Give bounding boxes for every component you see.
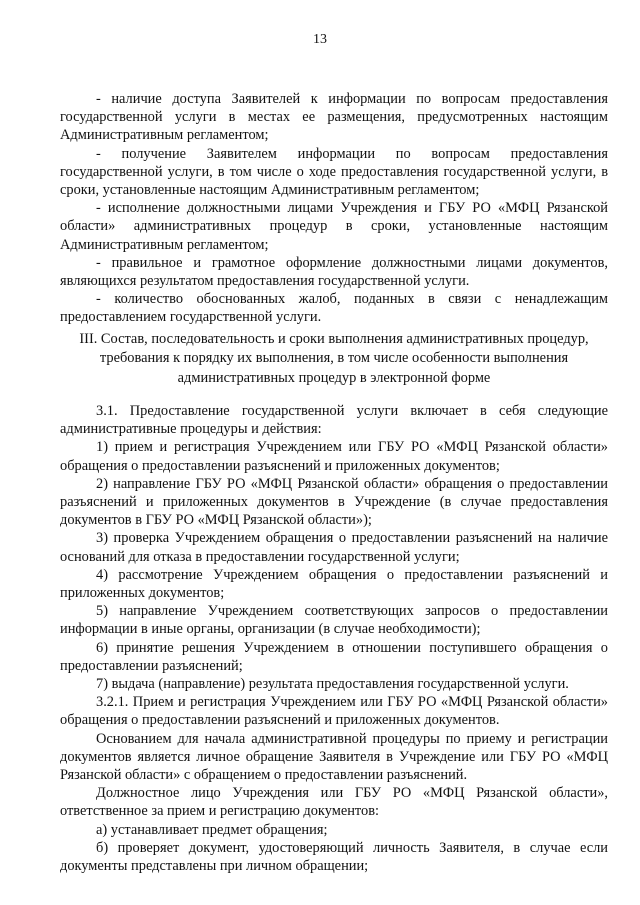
page-number: 13 [313, 32, 327, 47]
procedure-item: 2) направление ГБУ РО «МФЦ Рязанской области» обращения о предоставлении разъяснений и приложенных документов в Учреждение (в случае предоставления документов в ГБУ РО «МФЦ Рязанской области»); [60, 475, 608, 529]
procedure-item: 6) принятие решения Учреждением в отношении поступившего обращения о предоставлении разъяснений; [60, 639, 608, 674]
procedure-item: 3) проверка Учреждением обращения о предоставлении разъяснений на наличие оснований для отказа в предоставлении государственной услуги; [60, 530, 608, 565]
procedure-item: 7) выдача (направление) результата предоставления государственной услуги. [96, 676, 569, 693]
action-item: а) устанавливает предмет обращения; [96, 821, 328, 838]
criteria-item: - правильное и грамотное оформление должностными лицами документов, являющихся результатом предоставления государственной услуги. [60, 254, 608, 290]
body-paragraph: 3.2.1. Прием и регистрация Учреждением или ГБУ РО «МФЦ Рязанской области» обращения о предоставлении разъяснений и приложенных документов. [60, 694, 608, 729]
procedure-item: 4) рассмотрение Учреждением обращения о предоставлении разъяснений и приложенных документов; [60, 566, 608, 602]
section-heading: III. Состав, последовательность и сроки выполнения административных процедур, требования к порядку их выполнения, в том числе особенности выполнения административных процедур в электронной форме [79, 331, 589, 386]
body-paragraph: Основанием для начала административной процедуры по приему и регистрации документов является личное обращение Заявителя в Учреждение или ГБУ РО «МФЦ Рязанской области» с обращением о предоставлении разъяснений. [60, 730, 608, 784]
criteria-item: - получение Заявителем информации по вопросам предоставления государственной услуги, в том числе о ходе предоставления государственной услуги, в сроки, установленные настоящим Административным регламентом; [60, 145, 608, 199]
body-paragraph: Должностное лицо Учреждения или ГБУ РО «МФЦ Рязанской области», ответственное за прием и регистрацию документов: [60, 785, 608, 820]
criteria-item: - исполнение должностными лицами Учреждения и ГБУ РО «МФЦ Рязанской области» административных процедур в сроки, установленные настоящим Административным регламентом; [60, 200, 608, 253]
procedure-item: 1) прием и регистрация Учреждением или ГБУ РО «МФЦ Рязанской области» обращения о предоставлении разъяснений и приложенных документов; [60, 439, 608, 474]
quality-criteria-list [60, 90, 608, 327]
body-paragraph: 3.1. Предоставление государственной услуги включает в себя следующие административные процедуры и действия: [60, 403, 608, 438]
action-item: б) проверяет документ, удостоверяющий личность Заявителя, в случае если документы представлены при личном обращении; [60, 839, 608, 875]
section-body [60, 402, 608, 875]
criteria-item: - наличие доступа Заявителей к информации по вопросам предоставления государственной услуги в местах ее размещения, предусмотренных настоящим Административным регламентом; [60, 91, 608, 144]
procedure-item: 5) направление Учреждением соответствующих запросов о предоставлении информации в иные органы, организации (в случае необходимости); [60, 603, 608, 638]
criteria-item: - количество обоснованных жалоб, поданных в связи с ненадлежащим предоставлением государственной услуги. [60, 291, 608, 326]
